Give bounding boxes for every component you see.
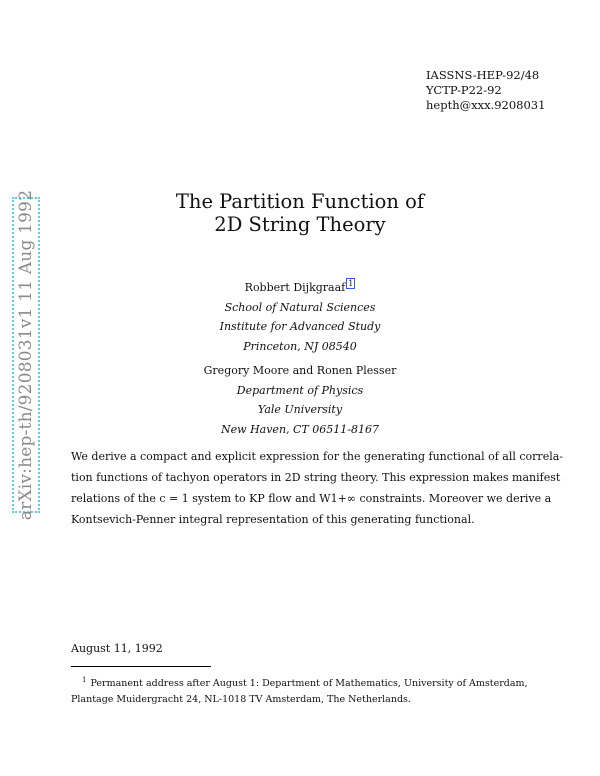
affiliation-line: Department of Physics	[236, 383, 364, 397]
affiliation-line: New Haven, CT 06511-8167	[221, 422, 379, 436]
preprint-numbers	[426, 68, 545, 113]
preprint-id: IASSNS-HEP-92/48	[426, 68, 540, 82]
author-block-2	[0, 361, 600, 439]
abstract-line: relations of the c = 1 system to KP flow and W1+∞ constraints. Moreover we derive a	[71, 492, 552, 505]
abstract	[71, 446, 563, 530]
footnote-number: 1	[82, 676, 87, 684]
footnote	[71, 672, 531, 708]
preprint-id: YCTP-P22-92	[426, 83, 502, 97]
footnote-text: Permanent address after August 1: Department of Mathematics, University of Amsterdam,	[90, 678, 528, 689]
arxiv-identifier: arXiv:hep-th/9208031v1 11 Aug 1992	[16, 189, 36, 521]
paper-date: August 11, 1992	[71, 642, 163, 655]
paper-title	[0, 190, 600, 236]
footnote-rule	[71, 666, 211, 667]
author-name-line	[0, 278, 600, 298]
abstract-line: We derive a compact and explicit expression for the generating functional of all correla-	[71, 450, 563, 463]
title-line: The Partition Function of	[175, 190, 425, 213]
title-line: 2D String Theory	[214, 213, 386, 236]
footnote-line: Plantage Muidergracht 24, NL-1018 TV Amsterdam, The Netherlands.	[71, 694, 411, 705]
affiliation-line: School of Natural Sciences	[224, 300, 376, 314]
footnote-line	[71, 672, 531, 692]
affiliation-line: Princeton, NJ 08540	[243, 339, 357, 353]
footnote-link[interactable]: 1	[348, 279, 354, 288]
author-block-1	[0, 278, 600, 356]
affiliation-line: Institute for Advanced Study	[219, 320, 381, 333]
abstract-line: tion functions of tachyon operators in 2D string theory. This expression makes manifest	[71, 471, 561, 484]
author-name: Robbert Dijkgraaf	[244, 281, 346, 294]
preprint-id: hepth@xxx.9208031	[426, 98, 546, 112]
affiliation-line: Yale University	[257, 403, 343, 416]
abstract-line: Kontsevich-Penner integral representation of this generating functional.	[71, 513, 475, 526]
author-names: Gregory Moore and Ronen Plesser	[203, 364, 397, 377]
